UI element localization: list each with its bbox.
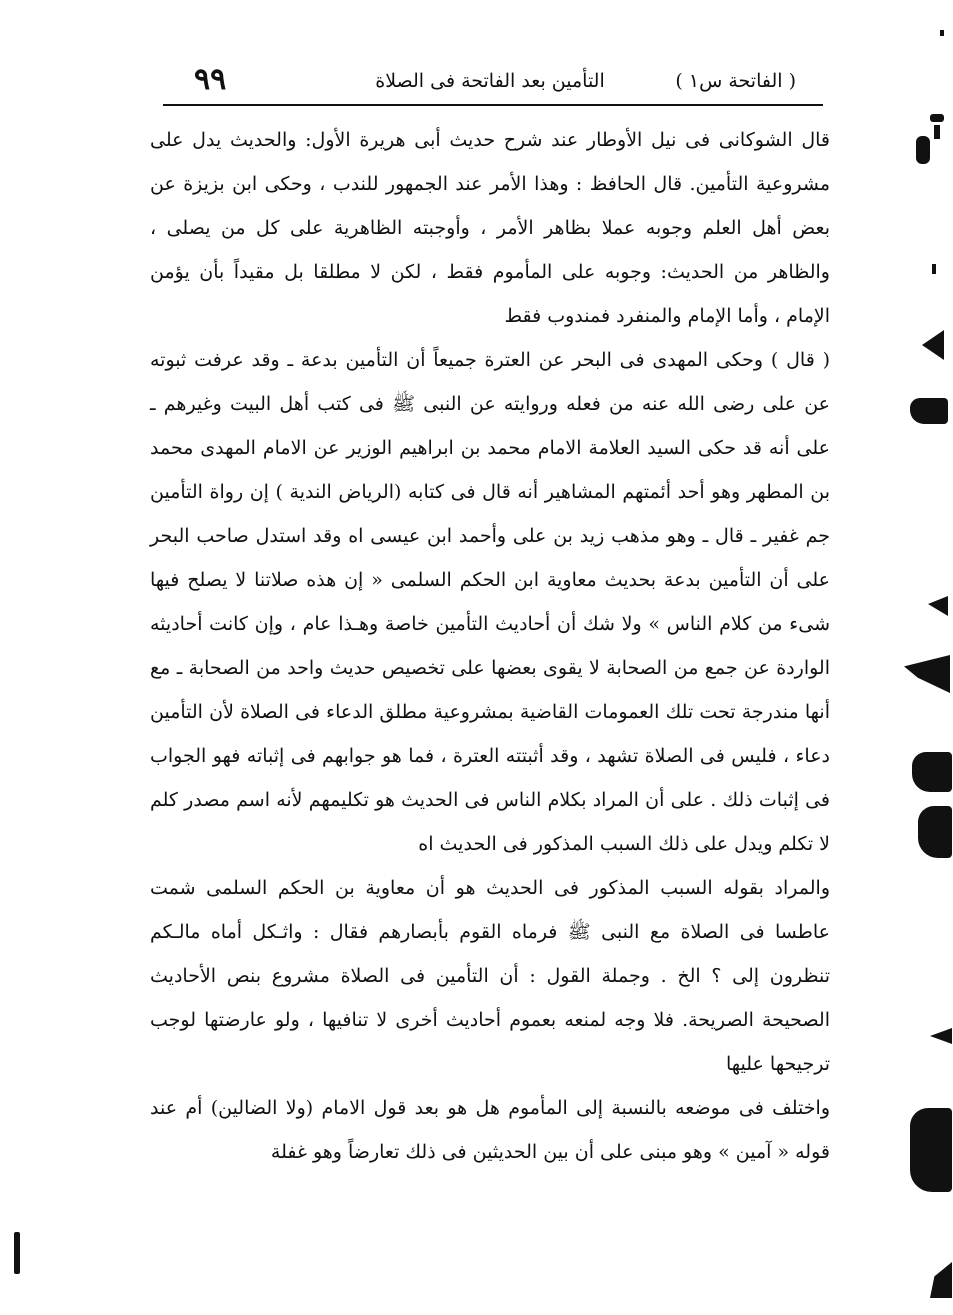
scan-mark [910,398,948,424]
scan-mark [934,125,940,139]
paragraph: والمراد بقوله السبب المذكور فى الحديث هو أن معاوية بن الحكم السلمى شمت عاطسا فى الصلاة مع النبى ﷺ فرماه القوم بأبصارهم فقال : واثـكل أماه مالـكم تنظرون إلى ؟ الخ . وجملة القول : أن التأمين فى الصلاة مشروع بنص الأحاديث الصحيحة الصريحة. فلا وجه لمنعه بعموم أحاديث أخرى لا تنافيها ، ولو عارضتها لوجب ترجيحها عليها [150,877,830,1075]
scan-mark [910,1108,952,1192]
scan-mark [932,264,936,274]
scan-mark [14,1232,20,1274]
scan-mark [922,330,944,360]
scan-mark [912,752,952,792]
scan-mark [904,655,950,693]
scan-mark [940,30,944,36]
scan-mark [916,136,930,164]
running-title: التأمين بعد الفاتحة فى الصلاة [375,70,605,92]
chapter-reference: ( الفاتحة س١ ) [675,70,796,92]
paragraph: ( قال ) وحكى المهدى فى البحر عن العترة جميعاً أن التأمين بدعة ـ وقد عرفت ثبوته عن على رضى الله عنه من فعله وروايته عن النبى ﷺ فى كتب أهل البيت وغيرهم ـ على أنه قد حكى السيد العلامة الامام محمد بن ابراهيم الوزير عن الامام المهدى محمد بن المطهر وهو أحد أئمتهم المشاهير أنه قال فى كتابه (الرياض الندية ) إن رواة التأمين جم غفير ـ قال ـ وهو مذهب زيد بن على وأحمد ابن عيسى اه وقد استدل صاحب البحر على أن التأمين بدعة بحديث معاوية ابن الحكم السلمى « إن هذه صلاتنا لا يصلح فيها شىء من كلام الناس » ولا شك أن أحاديث التأمين خاصة وهـذا عام ، وإن كانت أحاديثه الواردة عن جمع من الصحابة لا يقوى بعضها على تخصيص حديث واحد من الصحابة ـ مع أنها مندرجة تحت تلك العمومات القاضية بمشروعية مطلق الدعاء فى الصلاة لأن التأمين دعاء ، فليس فى الصلاة تشهد ، وقد أثبتته العترة ، فما هو جوابهم فى إثباته فهو الجواب فى إثبات ذلك . على أن المراد بكلام الناس فى الحديث هو تكليمهم لأنه اسم مصدر كلم لا تكلم ويدل على ذلك السبب المذكور فى الحديث اه [150,349,831,855]
page-number: ٩٩ [194,62,227,97]
scan-mark [918,806,952,858]
paragraph: قال الشوكانى فى نيل الأوطار عند شرح حديث أبى هريرة الأول: والحديث يدل على مشروعية التأمين. قال الحافظ : وهذا الأمر عند الجمهور للندب ، وحكى ابن بزيزة عن بعض أهل العلم وجوبه عملا بظاهر الأمر ، وأوجبته الظاهرية على كل من يصلى ، والظاهر من الحديث: وجوبه على المأموم فقط ، لكن لا مطلقا بل مقيداً بأن يؤمن الإمام ، وأما الإمام والمنفرد فمندوب فقط [150,129,830,327]
scan-mark [928,596,948,616]
main-text [150,118,830,1174]
paragraph: واختلف فى موضعه بالنسبة إلى المأموم هل هو بعد قول الامام (ولا الضالين) أم عند قوله « آمين » وهو مبنى على أن بين الحديثين فى ذلك تعارضاً وهو غفلة [150,1097,830,1163]
scan-mark [930,1262,952,1298]
scan-mark [930,114,944,122]
header-rule [163,104,823,106]
scan-mark [930,1028,952,1044]
running-header [160,62,826,100]
